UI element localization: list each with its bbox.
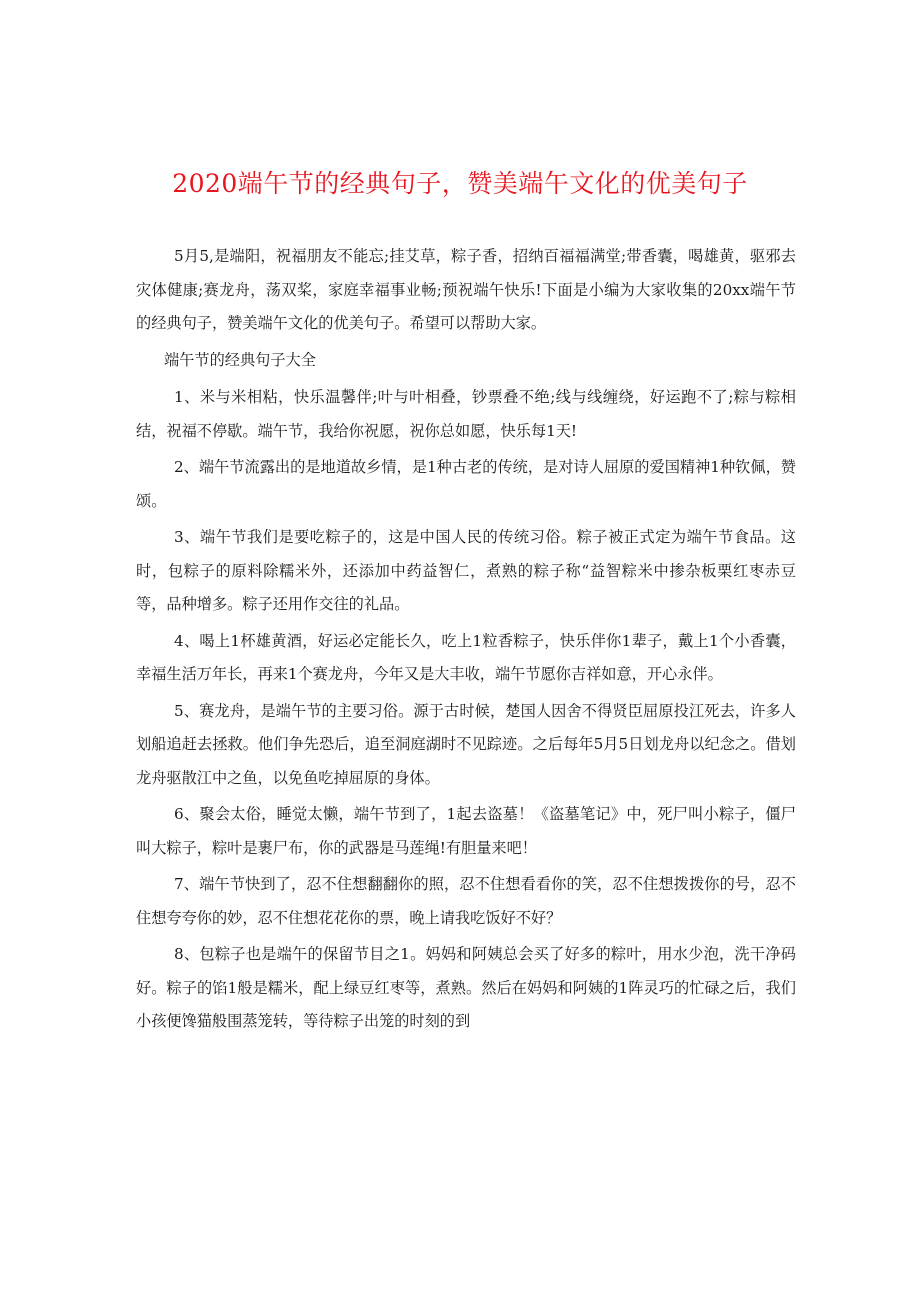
intro-paragraph: 5月5,是端阳，祝福朋友不能忘;挂艾草，粽子香，招纳百福福满堂;带香囊，喝雄黄，驱邪去灾体健康;赛龙舟，荡双桨，家庭幸福事业畅;预祝端午快乐!下面是小编为大家收集的20xx端午节的经典句子，赞美端午文化的优美句子。希望可以帮助大家。	[136, 247, 796, 332]
list-item: 5、赛龙舟，是端午节的主要习俗。源于古时候，楚国人因舍不得贤臣屈原投江死去，许多人划船追赶去拯救。他们争先恐后，追至洞庭湖时不见踪迹。之后每年5月5日划龙舟以纪念之。借划龙舟驱散江中之鱼，以免鱼吃掉屈原的身体。	[136, 701, 796, 787]
list-item: 8、包粽子也是端午的保留节目之1。妈妈和阿姨总会买了好多的粽叶，用水少泡，洗干净码好。粽子的馅1般是糯米，配上绿豆红枣等，煮熟。然后在妈妈和阿姨的1阵灵巧的忙碌之后，我们小孩便馋猫般围蒸笼转，等待粽子出笼的时刻的到	[136, 945, 796, 1030]
section-heading: 端午节的经典句子大全	[164, 350, 316, 369]
list-item: 4、喝上1杯雄黄酒，好运必定能长久，吃上1粒香粽子，快乐伴你1辈子，戴上1个小香囊，幸福生活万年长，再来1个赛龙舟，今年又是大丰收，端午节愿你吉祥如意，开心永伴。	[136, 631, 796, 683]
list-item: 2、端午节流露出的是地道故乡情，是1种古老的传统，是对诗人屈原的爱国精神1种钦佩，赞颂。	[136, 458, 796, 510]
list-item: 7、端午节快到了，忍不住想翻翻你的照，忍不住想看看你的笑，忍不住想拨拨你的号，忍不住想夸夸你的妙，忍不住想花花你的票，晚上请我吃饭好不好？	[136, 875, 796, 927]
document-body	[136, 240, 796, 1042]
list-item: 1、米与米相粘，快乐温馨伴;叶与叶相叠，钞票叠不绝;线与线缠绕，好运跑不了;粽与粽相结，祝福不停歇。端午节，我给你祝愿，祝你总如愿，快乐每1天!	[136, 388, 796, 440]
document-title: 2020端午节的经典句子，赞美端午文化的优美句子	[172, 169, 748, 198]
list-item: 6、聚会太俗，睡觉太懒，端午节到了，1起去盗墓！《盗墓笔记》中，死尸叫小粽子，僵尸叫大粽子，粽叶是裹尸布，你的武器是马莲绳!有胆量来吧！	[136, 805, 796, 857]
list-item: 3、端午节我们是要吃粽子的，这是中国人民的传统习俗。粽子被正式定为端午节食品。这时，包粽子的原料除糯米外，还添加中药益智仁，煮熟的粽子称“益智粽米中掺杂板栗红枣赤豆等，品种增多。粽子还用作交往的礼品。	[136, 528, 796, 613]
